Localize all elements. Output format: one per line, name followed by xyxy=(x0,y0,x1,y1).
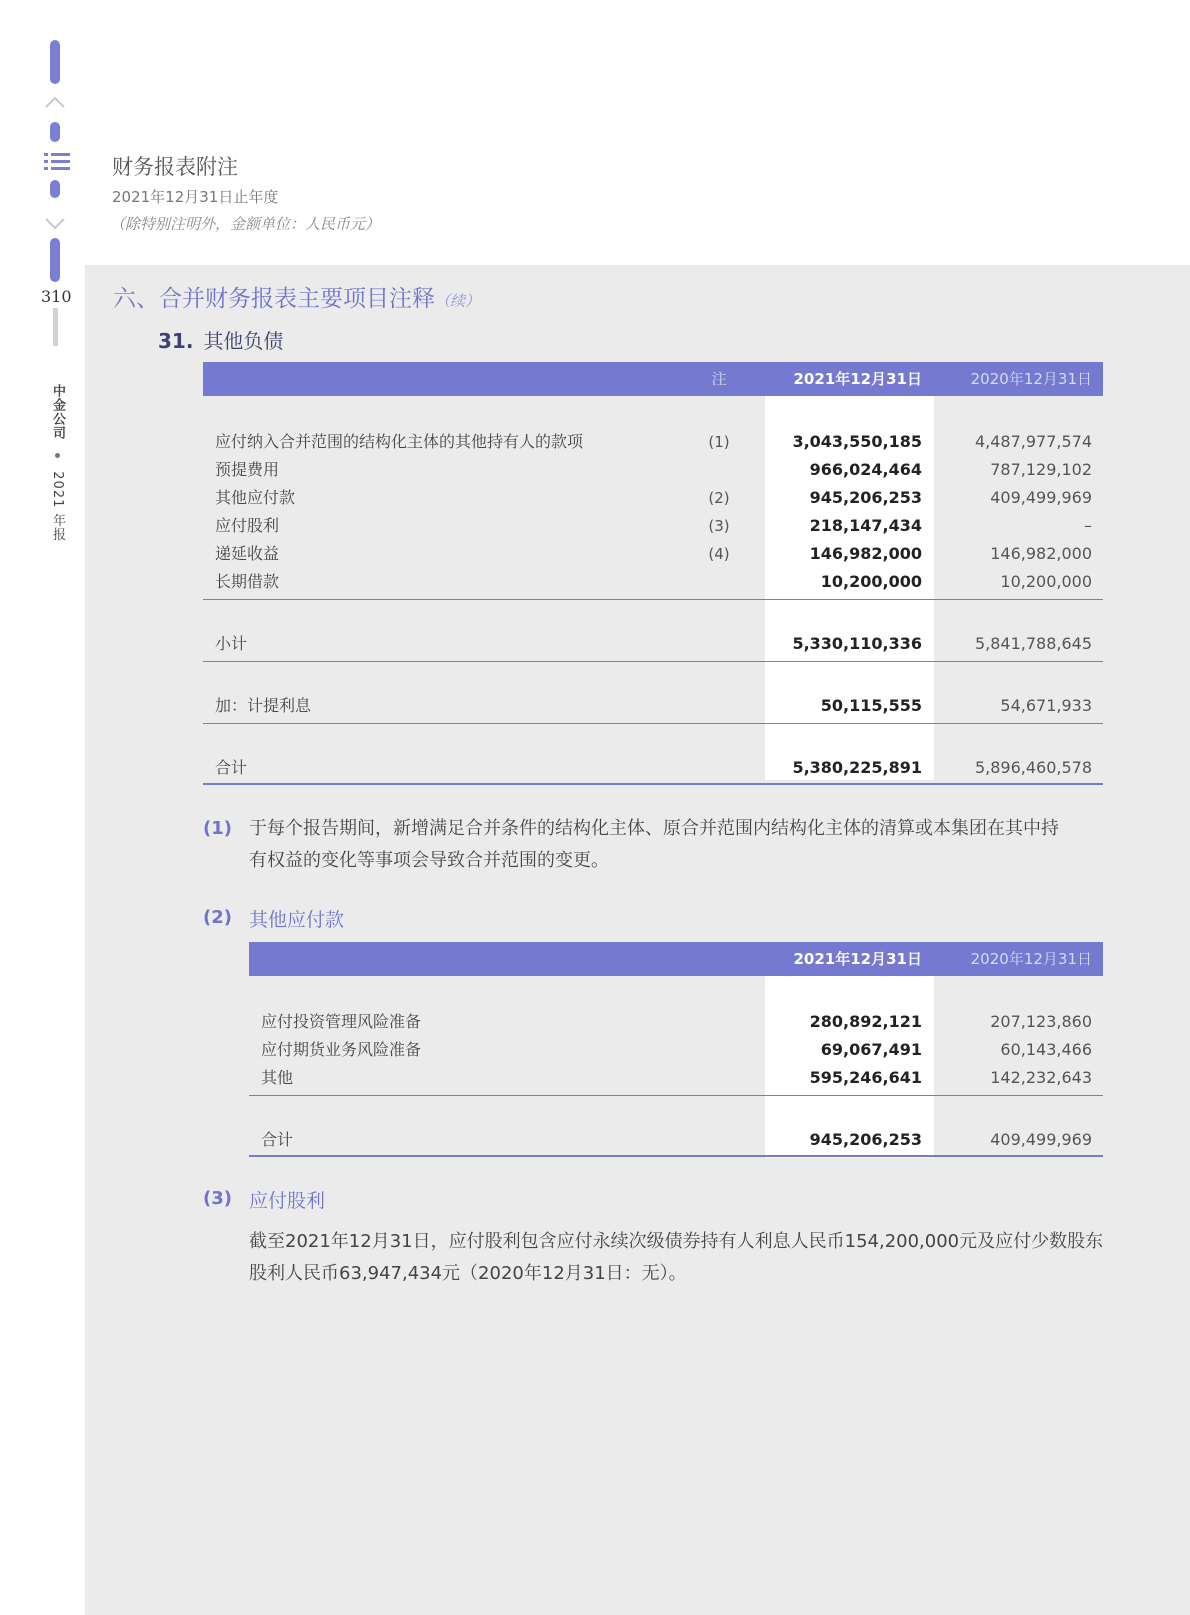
row-label: 应付股利 xyxy=(215,516,280,535)
row-note: (3) xyxy=(708,517,730,535)
row-value-2020: 787,129,102 xyxy=(990,460,1092,479)
row-value-2021: 3,043,550,185 xyxy=(792,432,922,451)
brand-name: 中金公司 xyxy=(50,384,65,440)
table-rule-bottom xyxy=(249,1155,1103,1157)
note-2-mark: (2) xyxy=(203,907,232,928)
header-2020: 2020年12月31日 xyxy=(970,370,1092,388)
table-rule xyxy=(203,599,1103,600)
note-3-title: 应付股利 xyxy=(249,1190,326,1212)
table-rule xyxy=(203,661,1103,662)
row-value-2021: 218,147,434 xyxy=(809,516,922,535)
row-value-2021: 945,206,253 xyxy=(809,488,922,507)
rail-segment xyxy=(50,180,60,198)
chevron-up-icon[interactable] xyxy=(44,92,66,114)
row-value-2021: 146,982,000 xyxy=(809,544,922,563)
rail-divider xyxy=(53,308,58,346)
row-value-2021: 595,246,641 xyxy=(809,1068,922,1087)
row-label: 应付期货业务风险准备 xyxy=(261,1040,422,1059)
period-label: 2021年12月31日止年度 xyxy=(112,188,279,206)
row-value-2020: 60,143,466 xyxy=(1000,1040,1092,1059)
subsection-title xyxy=(158,325,283,354)
row-note: (4) xyxy=(708,545,730,563)
subsection-title-text: 其他负债 xyxy=(203,329,284,353)
row-label: 加：计提利息 xyxy=(215,696,312,715)
table-row xyxy=(203,484,1103,512)
header-2020: 2020年12月31日 xyxy=(970,950,1092,968)
note-3-text xyxy=(249,1226,1103,1290)
note-2-title: 其他应付款 xyxy=(249,909,345,931)
row-label: 应付投资管理风险准备 xyxy=(261,1012,422,1031)
row-label: 小计 xyxy=(215,634,248,653)
row-value-2020: 4,487,977,574 xyxy=(974,432,1092,451)
row-value-2020: 142,232,643 xyxy=(990,1068,1092,1087)
row-value-2020: – xyxy=(1084,516,1092,535)
section-title-text: 六、合并财务报表主要项目注释 xyxy=(113,286,435,312)
table-row xyxy=(203,512,1103,540)
row-label: 合计 xyxy=(215,758,248,777)
rail-segment xyxy=(50,238,60,282)
row-label: 其他应付款 xyxy=(215,488,296,507)
interest-row xyxy=(203,692,1103,720)
rail-segment xyxy=(50,40,60,84)
subtotal-row xyxy=(203,630,1103,658)
note-3-line: 截至2021年12月31日，应付股利包含应付永续次级债券持有人利息人民币154,200,000元及应付少数股东 xyxy=(249,1231,1104,1252)
total-row xyxy=(249,1126,1103,1154)
note-3-line: 股利人民币63,947,434元（2020年12月31日：无）。 xyxy=(249,1263,687,1284)
table-row xyxy=(203,540,1103,568)
row-label: 预提费用 xyxy=(215,460,280,479)
row-value-2020: 5,896,460,578 xyxy=(974,758,1092,777)
note-1-line: 有权益的变化等事项会导致合并范围的变更。 xyxy=(249,850,609,871)
row-label: 应付纳入合并范围的结构化主体的其他持有人的款项 xyxy=(215,432,584,451)
row-value-2020: 146,982,000 xyxy=(990,544,1092,563)
chevron-down-icon[interactable] xyxy=(44,212,66,234)
table-row xyxy=(249,1036,1103,1064)
subsection-number: 31. xyxy=(158,329,194,353)
row-label: 长期借款 xyxy=(215,572,280,591)
note-1-mark: (1) xyxy=(203,818,232,839)
row-value-2020: 207,123,860 xyxy=(990,1012,1092,1031)
note-1-text xyxy=(249,813,1059,877)
row-value-2021: 945,206,253 xyxy=(809,1130,922,1149)
row-value-2021: 69,067,491 xyxy=(820,1040,922,1059)
row-value-2020: 54,671,933 xyxy=(1000,696,1092,715)
separator-dot xyxy=(55,453,60,458)
table-rule xyxy=(203,723,1103,724)
page-number: 310 xyxy=(41,287,72,306)
other-payables-table xyxy=(249,942,1103,1160)
note-1-line: 于每个报告期间，新增满足合并条件的结构化主体、原合并范围内结构化主体的清算或本集团在其中持 xyxy=(249,818,1059,839)
rail-segment xyxy=(50,122,60,142)
row-label: 递延收益 xyxy=(215,544,280,563)
report-vertical-label xyxy=(48,384,67,542)
row-note: (2) xyxy=(708,489,730,507)
other-liabilities-table xyxy=(203,362,1103,782)
unit-note: （除特别注明外，金额单位：人民币元） xyxy=(110,215,381,233)
table-row xyxy=(249,1008,1103,1036)
list-menu-icon[interactable] xyxy=(44,152,70,172)
row-value-2020: 10,200,000 xyxy=(1000,572,1092,591)
row-label: 合计 xyxy=(261,1130,294,1149)
table-rule xyxy=(249,1095,1103,1096)
header-note: 注 xyxy=(711,370,727,388)
row-value-2021: 50,115,555 xyxy=(820,696,922,715)
total-row xyxy=(203,754,1103,782)
row-note: (1) xyxy=(708,433,730,451)
row-value-2021: 10,200,000 xyxy=(820,572,922,591)
page-title: 财务报表附注 xyxy=(112,155,238,179)
table-row xyxy=(203,428,1103,456)
row-label: 其他 xyxy=(261,1068,294,1087)
continued-label: （续） xyxy=(435,292,481,310)
row-value-2021: 5,380,225,891 xyxy=(792,758,922,777)
section-title xyxy=(113,280,480,313)
table-rule-bottom xyxy=(203,783,1103,785)
row-value-2021: 966,024,464 xyxy=(809,460,922,479)
row-value-2020: 409,499,969 xyxy=(990,1130,1092,1149)
header-2021: 2021年12月31日 xyxy=(793,370,922,388)
row-value-2020: 409,499,969 xyxy=(990,488,1092,507)
row-value-2021: 5,330,110,336 xyxy=(792,634,922,653)
report-year: 2021 年报 xyxy=(50,471,65,542)
row-value-2021: 280,892,121 xyxy=(809,1012,922,1031)
table-row xyxy=(203,568,1103,596)
row-value-2020: 5,841,788,645 xyxy=(974,634,1092,653)
table-row xyxy=(203,456,1103,484)
table-row xyxy=(249,1064,1103,1092)
note-3-mark: (3) xyxy=(203,1188,232,1209)
header-2021: 2021年12月31日 xyxy=(793,950,922,968)
